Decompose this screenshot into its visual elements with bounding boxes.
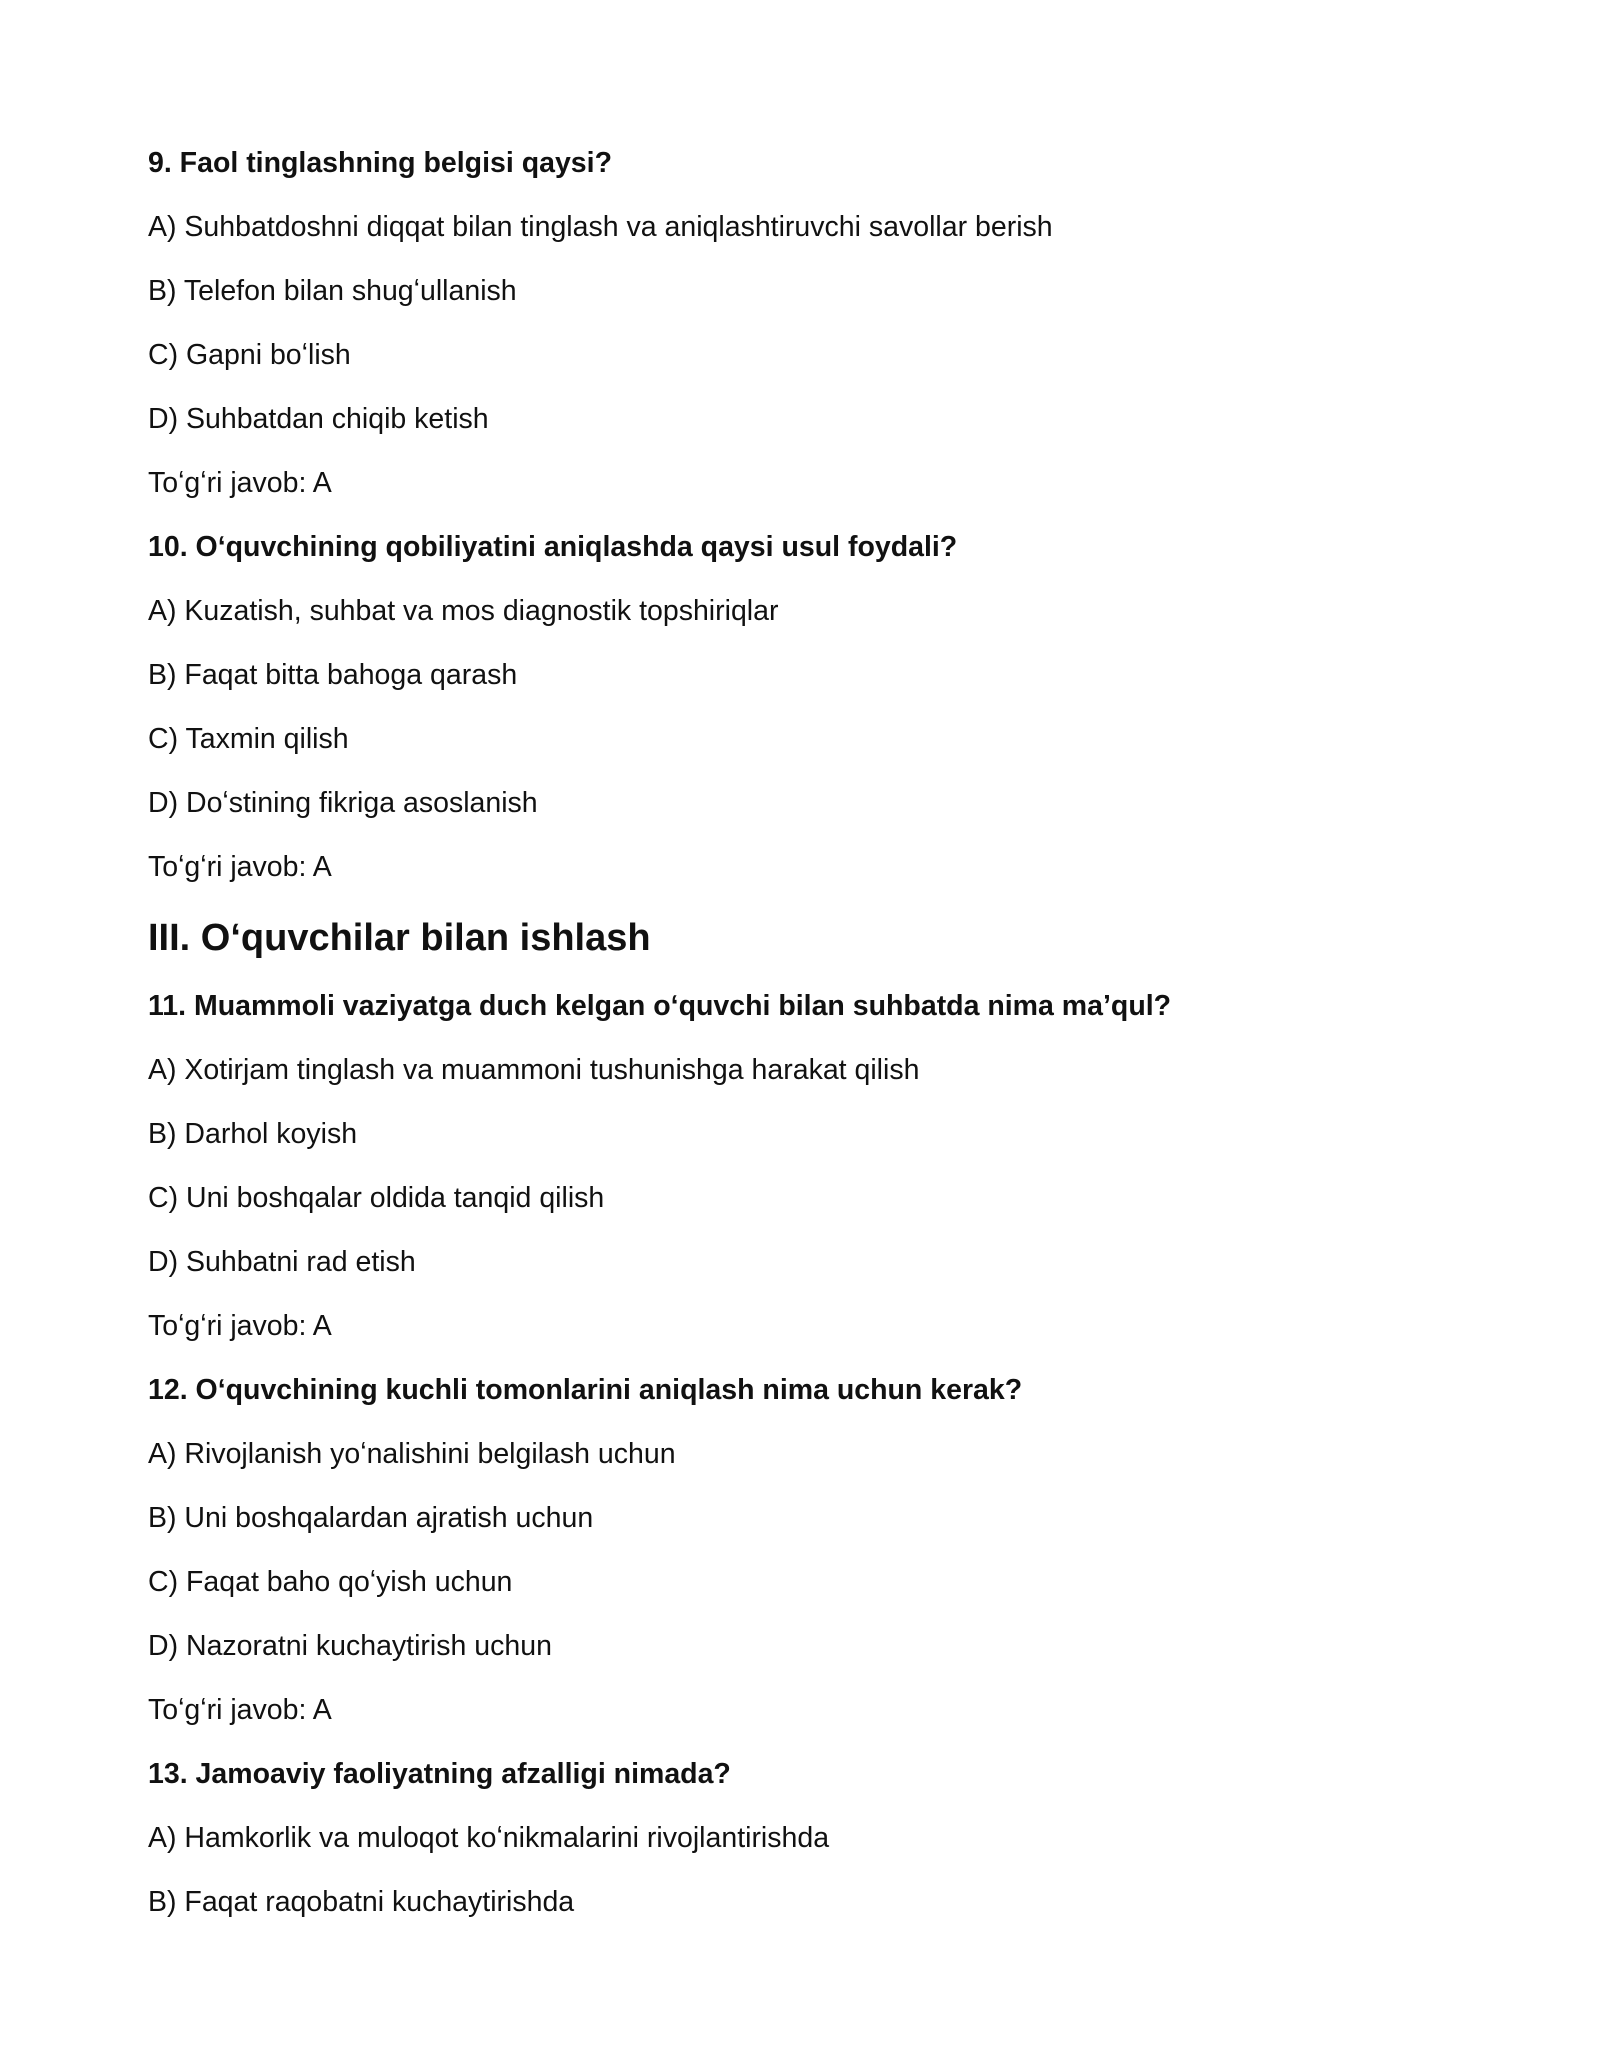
question-11-option-d: D) Suhbatni rad etish bbox=[148, 1246, 416, 1278]
question-9-answer: Toʻgʻri javob: A bbox=[148, 467, 332, 499]
question-13-text: 13. Jamoaviy faoliyatning afzalligi nimada? bbox=[148, 1758, 731, 1790]
question-12-answer: Toʻgʻri javob: A bbox=[148, 1694, 332, 1726]
question-12-option-c: C) Faqat baho qoʻyish uchun bbox=[148, 1566, 513, 1598]
question-10-option-b: B) Faqat bitta bahoga qarash bbox=[148, 659, 518, 691]
question-11-option-b: B) Darhol koyish bbox=[148, 1118, 358, 1150]
question-10-option-a: A) Kuzatish, suhbat va mos diagnostik topshiriqlar bbox=[148, 595, 779, 627]
question-10-answer: Toʻgʻri javob: A bbox=[148, 851, 332, 883]
question-12-option-a: A) Rivojlanish yoʻnalishini belgilash uchun bbox=[148, 1438, 676, 1470]
question-11-answer: Toʻgʻri javob: A bbox=[148, 1310, 332, 1342]
question-13-option-b: B) Faqat raqobatni kuchaytirishda bbox=[148, 1886, 575, 1918]
question-9-option-b: B) Telefon bilan shugʻullanish bbox=[148, 275, 517, 307]
section-heading: III. Oʻquvchilar bilan ishlash bbox=[148, 917, 651, 959]
question-10-option-c: C) Taxmin qilish bbox=[148, 723, 349, 755]
question-9-option-d: D) Suhbatdan chiqib ketish bbox=[148, 403, 489, 435]
question-11-text: 11. Muammoli vaziyatga duch kelgan oʻquvchi bilan suhbatda nima ma’qul? bbox=[148, 990, 1172, 1022]
question-12-option-b: B) Uni boshqalardan ajratish uchun bbox=[148, 1502, 594, 1534]
question-12-option-d: D) Nazoratni kuchaytirish uchun bbox=[148, 1630, 552, 1662]
question-10-option-d: D) Doʻstining fikriga asoslanish bbox=[148, 787, 538, 819]
question-10-text: 10. Oʻquvchining qobiliyatini aniqlashda qaysi usul foydali? bbox=[148, 531, 958, 563]
question-12-text: 12. Oʻquvchining kuchli tomonlarini aniqlash nima uchun kerak? bbox=[148, 1374, 1023, 1406]
question-11-option-a: A) Xotirjam tinglash va muammoni tushunishga harakat qilish bbox=[148, 1054, 920, 1086]
question-9-text: 9. Faol tinglashning belgisi qaysi? bbox=[148, 147, 612, 179]
question-13-option-a: A) Hamkorlik va muloqot koʻnikmalarini rivojlantirishda bbox=[148, 1822, 830, 1854]
question-11-option-c: C) Uni boshqalar oldida tanqid qilish bbox=[148, 1182, 605, 1214]
question-9-option-a: A) Suhbatdoshni diqqat bilan tinglash va aniqlashtiruvchi savollar berish bbox=[148, 211, 1053, 243]
question-9-option-c: C) Gapni boʻlish bbox=[148, 339, 351, 371]
